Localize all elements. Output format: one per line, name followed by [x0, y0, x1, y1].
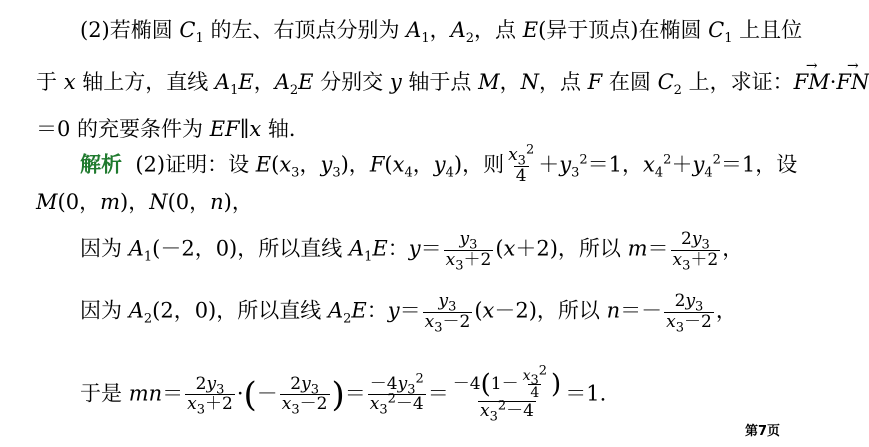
fraction: $\frac{2y_3}{x_3-2}$ [281, 373, 328, 418]
solution-line-1: 解析 (2)证明：设 $E(x_3$，$y_3$)，$F(x_4$，$y_4$)，则 $\frac{x_3^2}{4}$ $+y_3^2=1$，$x_4^2+y_4^2=1$，设 [80, 142, 798, 186]
fraction: $\frac{x_3^2}{4}$ [508, 142, 535, 186]
fraction: $\frac{-4y_3^2}{x_3^2-4}$ [369, 371, 424, 418]
fraction: $\frac{2y_3}{x_3+2}$ [672, 229, 719, 273]
solution-line-5: 于是 mn＝ $\frac{2y_3}{x_3+2}$ ·(－ $\frac{2y_3}{x_3-2}$ )＝ $\frac{-4y_3^2}{x_3^2-4}$ ＝ －4(1－ $\frac{x_3^2}{4}$ ) $x_3^2-4$ ＝1. [80, 363, 607, 425]
problem-line-2: 于 x 轴上方，直线 $A_1E$，$A_2E$ 分别交 y 轴于点 M，N，点 F 在圆 $C_2$ 上，求证：→ FM·→ FN [36, 72, 869, 93]
solution-label: 解析 [80, 152, 122, 177]
problem-line-3: ＝0 的充要条件为 EF∥x 轴． [36, 117, 310, 141]
fraction: $\frac{y_3}{x_3-2}$ [424, 291, 471, 335]
solution-line-4: 因为 $A_2(2$，0)，所以直线 $A_2E$：y＝ $\frac{y_3}{x_3-2}$ (x－2)，所以 n＝－ $\frac{2y_3}{x_3-2}$ ， [80, 291, 737, 335]
solution-line-3: 因为 $A_1(-2$，0)，所以直线 $A_1E$：y＝ $\frac{y_3}{x_3+2}$ (x＋2)，所以 m＝ $\frac{2y_3}{x_3+2}$ ， [80, 229, 744, 273]
fraction: $\frac{2y_3}{x_3+2}$ [187, 373, 233, 418]
fraction: $\frac{2y_3}{x_3-2}$ [666, 291, 712, 335]
problem-line-1: (2)若椭圆 $C_1$ 的左、右顶点分别为 $A_1$，$A_2$，点 E(异于顶点)在椭圆 $C_1$ 上且位 [80, 18, 803, 47]
page-number: 第7页 [744, 424, 780, 439]
fraction: －4(1－ $\frac{x_3^2}{4}$ ) $x_3^2-4$ [452, 363, 562, 425]
fraction: $\frac{y_3}{x_3+2}$ [445, 229, 492, 273]
solution-line-2: M(0，m)，N(0，n)， [36, 190, 253, 214]
